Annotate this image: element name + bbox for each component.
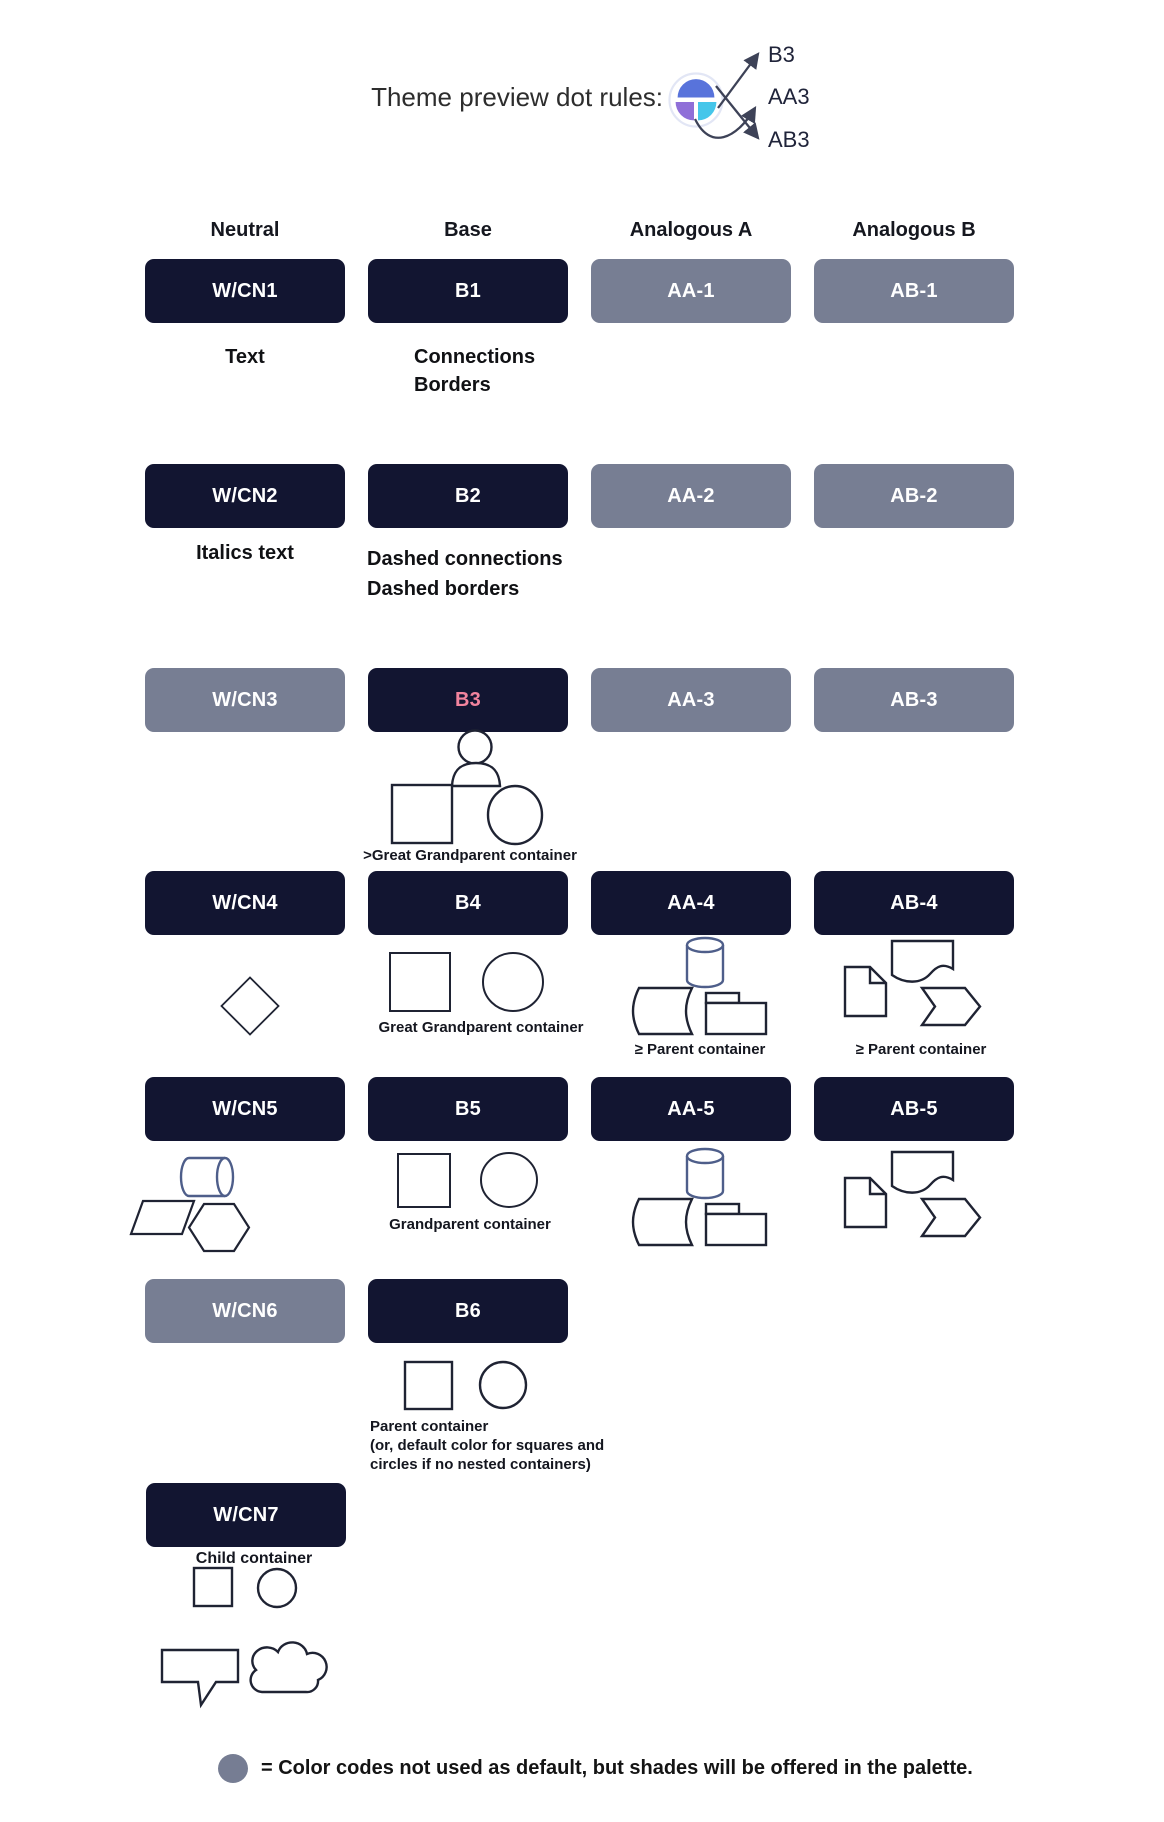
- swatch-ab1: [814, 259, 1014, 323]
- swatch-aa2-label: AA-2: [667, 484, 715, 507]
- parallelogram-icon: [131, 1201, 194, 1234]
- cylinder-top-icon: [687, 938, 723, 952]
- swatch-ab5-label: AB-5: [890, 1097, 938, 1120]
- cloud-icon: [251, 1642, 327, 1692]
- person-square-circle-shapes: [385, 723, 555, 853]
- circle-shape-icon: [258, 1569, 296, 1607]
- dot-label-aa3: AA3: [768, 84, 810, 109]
- square-circle-shapes-b6: [397, 1354, 537, 1418]
- document-wave-chevron-shapes-ab4: [838, 933, 988, 1033]
- swatch-ab3: [814, 668, 1014, 732]
- caption-gt-great-grandparent: >Great Grandparent container: [363, 847, 577, 864]
- swatch-aa4-label: AA-4: [667, 891, 715, 914]
- wavy-document-icon: [892, 941, 953, 982]
- square-shape-icon: [405, 1362, 452, 1409]
- swatch-ab4-label: AB-4: [890, 891, 938, 914]
- footnote-text: = Color codes not used as default, but shades will be offered in the palette.: [261, 1757, 973, 1779]
- column-header-analogous-b: Analogous B: [852, 219, 976, 241]
- circle-shape-icon: [481, 1153, 537, 1207]
- caption-aa-parent-container: ≥ Parent container: [634, 1041, 766, 1058]
- column-header-base: Base: [444, 219, 492, 241]
- circle-shape-icon: [480, 1362, 526, 1408]
- swatch-ab2-label: AB-2: [890, 484, 938, 507]
- swatch-wcn7: [146, 1483, 346, 1547]
- swatch-b3-label: B3: [455, 688, 481, 711]
- swatch-aa2: [591, 464, 791, 528]
- swatch-aa1-label: AA-1: [667, 279, 715, 302]
- caption-italics-text: Italics text: [196, 542, 294, 564]
- square-circle-shapes-wcn7: [186, 1560, 306, 1616]
- swatch-aa1: [591, 259, 791, 323]
- diamond-shape-icon: [220, 976, 280, 1036]
- swatch-wcn5: [145, 1077, 345, 1141]
- circle-shape-icon: [483, 953, 543, 1011]
- swatch-ab4: [814, 871, 1014, 935]
- swatch-b5-label: B5: [455, 1097, 481, 1120]
- card-tab-icon: [706, 1204, 739, 1214]
- cylinder-top-icon: [687, 1149, 723, 1163]
- folded-document-icon: [845, 967, 886, 1016]
- swatch-ab1-label: AB-1: [890, 279, 938, 302]
- caption-text: Text: [225, 346, 265, 368]
- swatch-wcn5-label: W/CN5: [212, 1097, 278, 1120]
- swatch-wcn1-label: W/CN1: [212, 279, 278, 302]
- swatch-b1: [368, 259, 568, 323]
- caption-dashed-borders: Dashed borders: [367, 578, 520, 600]
- cylinder-curve-card-shapes-aa5: [625, 1141, 775, 1251]
- circle-shape-icon: [488, 786, 542, 844]
- speech-bubble-cloud-shapes: [150, 1636, 350, 1714]
- cylinder-parallelogram-hexagon-shapes: [120, 1145, 260, 1260]
- swatch-aa5: [591, 1077, 791, 1141]
- document-wave-chevron-shapes-ab5: [838, 1144, 988, 1244]
- swatch-wcn1: [145, 259, 345, 323]
- swatch-wcn2-label: W/CN2: [212, 484, 278, 507]
- swatch-ab5: [814, 1077, 1014, 1141]
- swatch-wcn6-label: W/CN6: [212, 1299, 278, 1322]
- swatch-wcn4-label: W/CN4: [212, 891, 278, 914]
- dot-label-ab3: AB3: [768, 127, 810, 152]
- caption-parent-line3: circles if no nested containers): [370, 1456, 591, 1473]
- curved-panel-icon: [633, 1199, 692, 1245]
- speech-bubble-icon: [162, 1650, 238, 1705]
- swatch-b5: [368, 1077, 568, 1141]
- caption-child-container: Child container: [195, 1550, 313, 1567]
- caption-connections: Connections: [414, 346, 536, 368]
- person-head-icon: [459, 731, 492, 764]
- square-circle-shapes-b4: [382, 946, 552, 1018]
- swatch-b4: [368, 871, 568, 935]
- gray-dot-swatch: [218, 1754, 248, 1783]
- swatch-b4-label: B4: [455, 891, 481, 914]
- swatch-aa5-label: AA-5: [667, 1097, 715, 1120]
- hexagon-icon: [189, 1204, 249, 1251]
- folded-document-icon: [845, 1178, 886, 1227]
- swatch-b6: [368, 1279, 568, 1343]
- caption-dashed-connections: Dashed connections: [367, 548, 563, 570]
- swatch-ab3-label: AB-3: [890, 688, 938, 711]
- column-header-neutral: Neutral: [210, 219, 280, 241]
- square-shape-icon: [392, 785, 452, 843]
- wavy-document-icon: [892, 1152, 953, 1193]
- card-tab-icon: [706, 993, 739, 1003]
- caption-great-grandparent: Great Grandparent container: [378, 1019, 584, 1036]
- swatch-wcn3-label: W/CN3: [212, 688, 278, 711]
- dot-label-b3: B3: [768, 42, 795, 67]
- swatch-aa3-label: AA-3: [667, 688, 715, 711]
- swatch-wcn7-label: W/CN7: [213, 1503, 279, 1526]
- swatch-b6-label: B6: [455, 1299, 481, 1322]
- card-body-icon: [706, 1214, 766, 1245]
- square-shape-icon: [390, 953, 450, 1011]
- column-header-analogous-a: Analogous A: [629, 219, 753, 241]
- chevron-shape-icon: [922, 988, 980, 1025]
- swatch-b1-label: B1: [455, 279, 481, 302]
- swatch-wcn3: [145, 668, 345, 732]
- page-title: Theme preview dot rules:: [371, 82, 663, 112]
- swatch-aa3: [591, 668, 791, 732]
- horizontal-cylinder-face-icon: [217, 1158, 233, 1196]
- caption-parent-line1: Parent container: [370, 1418, 489, 1435]
- caption-parent-line2: (or, default color for squares and: [370, 1437, 605, 1454]
- swatch-wcn6: [145, 1279, 345, 1343]
- swatch-aa4: [591, 871, 791, 935]
- person-shoulders-icon: [452, 763, 500, 786]
- caption-grandparent: Grandparent container: [389, 1216, 551, 1233]
- cylinder-curve-card-shapes-aa4: [625, 930, 775, 1040]
- swatch-ab2: [814, 464, 1014, 528]
- swatch-wcn2: [145, 464, 345, 528]
- square-circle-shapes-b5: [390, 1146, 550, 1216]
- chevron-shape-icon: [922, 1199, 980, 1236]
- square-shape-icon: [194, 1568, 232, 1606]
- card-body-icon: [706, 1003, 766, 1034]
- swatch-wcn4: [145, 871, 345, 935]
- caption-ab-parent-container: ≥ Parent container: [855, 1041, 987, 1058]
- swatch-b2: [368, 464, 568, 528]
- square-shape-icon: [398, 1154, 450, 1207]
- curved-panel-icon: [633, 988, 692, 1034]
- arrow-to-b3: [718, 54, 758, 108]
- swatch-b2-label: B2: [455, 484, 481, 507]
- caption-borders: Borders: [414, 374, 491, 396]
